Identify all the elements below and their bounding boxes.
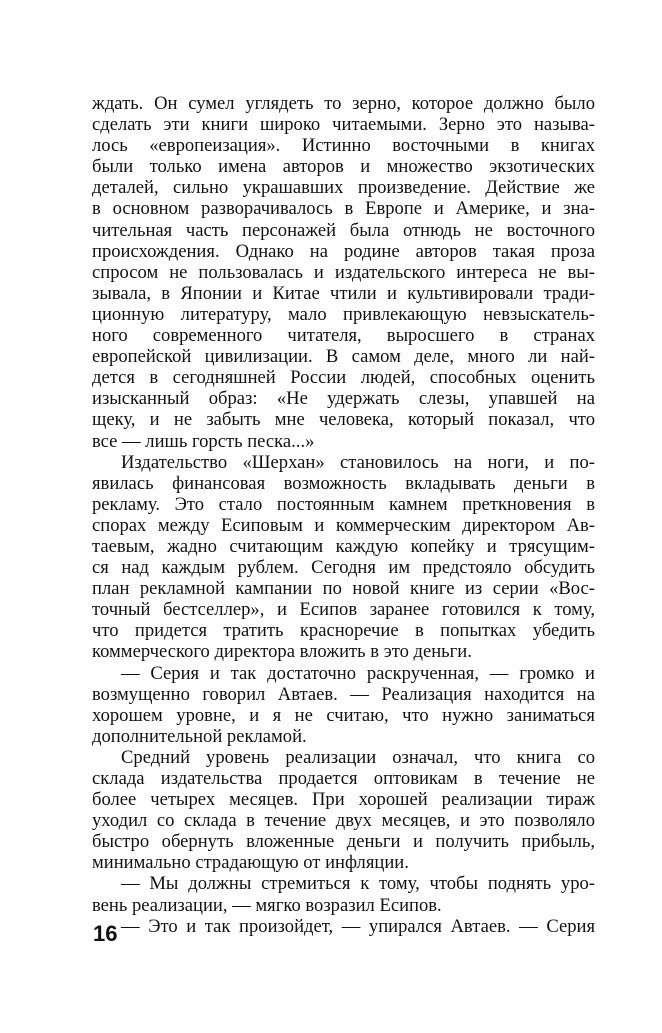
text-line: лось «европеизация». Истинно восточными в книгах <box>92 135 595 157</box>
text-line: ся над каждым рублем. Сегодня им предстояло обсудить <box>92 557 595 579</box>
text-line: ждать. Он сумел углядеть то зерно, которое должно было <box>92 93 595 114</box>
text-line: дополнительной рекламой. <box>92 725 307 747</box>
text-line: рекламу. Это стало постоянным камнем преткновения в <box>92 493 595 515</box>
body-text <box>92 93 595 937</box>
text-line: план рекламной кампании по новой книге из серии «Вос- <box>92 578 595 600</box>
text-line: ного современного читателя, выросшего в странах <box>92 325 595 347</box>
text-line: хорошем уровне, и я не считаю, что нужно заниматься <box>92 704 595 726</box>
text-line: ционную литературу, мало привлекающую невзыскатель- <box>92 303 595 325</box>
text-line: спорах между Есиповым и коммерческим директором Ав- <box>92 514 595 536</box>
text-line: были только имена авторов и множество экзотических <box>92 156 595 178</box>
text-line: что придется тратить красноречие в попытках убедить <box>92 620 595 642</box>
text-line: — Мы должны стремиться к тому, чтобы поднять уро- <box>121 873 595 895</box>
text-line: склада издательства продается оптовикам в течение не <box>92 768 595 789</box>
text-line: европейской цивилизации. В самом деле, много ли най- <box>92 346 595 368</box>
text-line: все — лишь горсть песка...» <box>92 430 315 452</box>
text-line: Издательство «Шерхан» становилось на ноги, и по- <box>121 451 595 473</box>
page-number: 16 <box>93 921 118 946</box>
text-line: вень реализации, — мягко возразил Есипов. <box>92 894 442 916</box>
text-line: возмущенно говорил Автаев. — Реализация находится на <box>92 683 595 705</box>
text-line: точный бестселлер», и Есипов заранее готовился к тому, <box>92 599 595 621</box>
text-line: явилась финансовая возможность вкладывать деньги в <box>92 472 595 494</box>
text-line: более четырех месяцев. При хорошей реализации тираж <box>92 789 595 811</box>
text-line: происхождения. Однако на родине авторов такая проза <box>92 240 595 262</box>
text-line: — Серия и так достаточно раскрученная, — громко и <box>121 662 595 684</box>
text-line: спросом не пользовалась и издательского интереса не вы- <box>92 261 595 283</box>
text-line: изысканный образ: «Не удержать слезы, упавшей на <box>92 388 595 410</box>
text-line: минимально страдающую от инфляции. <box>92 852 409 874</box>
text-line: Средний уровень реализации означал, что книга со <box>121 746 595 768</box>
text-line: быстро обернуть вложенные деньги и получить прибыль, <box>92 831 595 853</box>
text-line: — Это и так произойдет, — упирался Автаев. — Серия <box>121 915 595 937</box>
text-line: в основном разворачивалось в Европе и Америке, и зна- <box>92 198 595 220</box>
text-line: деталей, сильно украшавших произведение. Действие же <box>92 177 595 199</box>
text-line: таевым, жадно считающим каждую копейку и трясущим- <box>92 535 595 557</box>
text-line: щеку, и не забыть мне человека, который показал, что <box>92 409 595 431</box>
text-line: коммерческого директора вложить в это деньги. <box>92 641 472 663</box>
text-line: уходил со склада в течение двух месяцев, и это позволяло <box>92 810 595 832</box>
text-line: сделать эти книги широко читаемыми. Зерно это называ- <box>92 114 595 136</box>
text-line: зывала, в Японии и Китае чтили и культивировали тради- <box>92 282 595 304</box>
text-line: дется в сегодняшней России людей, способных оценить <box>92 367 595 389</box>
text-line: чительная часть персонажей была отнюдь не восточного <box>92 219 595 241</box>
